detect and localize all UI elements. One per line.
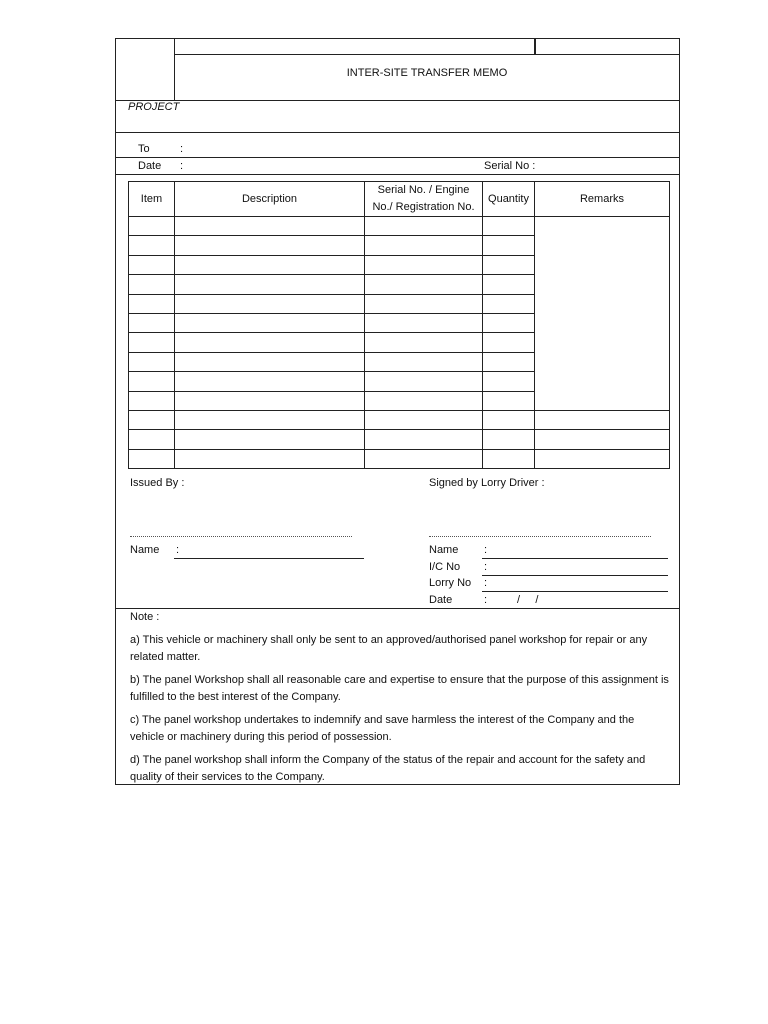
driver-name-colon: : [484, 544, 488, 556]
item-cell[interactable] [129, 313, 175, 332]
driver-name-label: Name [429, 544, 459, 556]
description-cell[interactable] [175, 255, 365, 274]
header-top-line [174, 54, 680, 55]
table-header-row [129, 182, 670, 217]
lorry-no-field[interactable] [482, 591, 668, 592]
description-cell[interactable] [175, 372, 365, 391]
table-row [129, 449, 670, 468]
remarks-merged-cell[interactable] [535, 217, 670, 411]
quantity-cell[interactable] [483, 391, 535, 410]
item-cell[interactable] [129, 255, 175, 274]
project-label: PROJECT [128, 101, 180, 113]
serial-cell[interactable] [365, 255, 483, 274]
serial-cell[interactable] [365, 410, 483, 429]
remarks-cell[interactable] [535, 430, 670, 449]
notes-heading: Note : [130, 611, 160, 623]
header-serial-line2: No./ Registration No. [372, 201, 475, 213]
quantity-cell[interactable] [483, 294, 535, 313]
item-cell[interactable] [129, 430, 175, 449]
item-cell[interactable] [129, 372, 175, 391]
serial-cell[interactable] [365, 391, 483, 410]
lorry-no-colon: : [484, 577, 488, 589]
item-cell[interactable] [129, 294, 175, 313]
serial-no-label: Serial No : [484, 160, 536, 172]
quantity-cell[interactable] [483, 217, 535, 236]
description-cell[interactable] [175, 430, 365, 449]
header-small-divider [534, 38, 536, 54]
items-table-body [129, 217, 670, 469]
description-cell[interactable] [175, 352, 365, 371]
driver-ic-colon: : [484, 561, 488, 573]
description-cell[interactable] [175, 391, 365, 410]
note-c: c) The panel workshop undertakes to indemnify and save harmless the interest of the Company and the vehicle or machinery during this period of possession. [130, 714, 635, 743]
quantity-cell[interactable] [483, 410, 535, 429]
description-cell[interactable] [175, 333, 365, 352]
quantity-cell[interactable] [483, 313, 535, 332]
serial-cell[interactable] [365, 217, 483, 236]
item-cell[interactable] [129, 275, 175, 294]
header-item: Item [129, 182, 175, 217]
serial-cell[interactable] [365, 236, 483, 255]
item-cell[interactable] [129, 449, 175, 468]
note-b: b) The panel Workshop shall all reasonable care and expertise to ensure that the purpose of this assignment is fulfilled to the best interest of the Company. [130, 674, 669, 703]
quantity-cell[interactable] [483, 430, 535, 449]
serial-cell[interactable] [365, 294, 483, 313]
date-label: Date [138, 160, 162, 172]
table-row [129, 217, 670, 236]
issuer-name-colon: : [176, 544, 180, 556]
quantity-cell[interactable] [483, 372, 535, 391]
note-a: a) This vehicle or machinery shall only be sent to an approved/authorised panel workshop for repair or any related matter. [130, 634, 648, 663]
driver-date-field[interactable]: / / [517, 594, 539, 606]
description-cell[interactable] [175, 217, 365, 236]
item-cell[interactable] [129, 217, 175, 236]
serial-cell[interactable] [365, 275, 483, 294]
issuer-name-field[interactable] [174, 558, 364, 559]
issuer-name-label: Name [130, 544, 160, 556]
to-colon: : [180, 143, 184, 155]
project-bottom-line [115, 132, 680, 133]
to-label: To [138, 143, 150, 155]
driver-date-label: Date [429, 594, 453, 606]
driver-name-field[interactable] [482, 558, 668, 559]
description-cell[interactable] [175, 294, 365, 313]
header-remarks: Remarks [535, 182, 670, 217]
item-cell[interactable] [129, 333, 175, 352]
item-cell[interactable] [129, 352, 175, 371]
driver-signature-line[interactable] [429, 536, 651, 537]
description-cell[interactable] [175, 236, 365, 255]
serial-cell[interactable] [365, 352, 483, 371]
header-bottom-line [115, 100, 680, 101]
item-cell[interactable] [129, 410, 175, 429]
quantity-cell[interactable] [483, 333, 535, 352]
items-table [128, 181, 670, 469]
description-cell[interactable] [175, 275, 365, 294]
description-cell[interactable] [175, 449, 365, 468]
remarks-cell[interactable] [535, 449, 670, 468]
date-bottom-line [115, 174, 680, 175]
to-bottom-line [115, 157, 680, 158]
lorry-no-label: Lorry No [429, 577, 472, 589]
serial-cell[interactable] [365, 333, 483, 352]
item-cell[interactable] [129, 236, 175, 255]
issued-by-label: Issued By : [130, 477, 185, 489]
form-title: INTER-SITE TRANSFER MEMO [346, 67, 508, 79]
header-description: Description [175, 182, 365, 217]
table-row [129, 410, 670, 429]
driver-date-colon: : [484, 594, 488, 606]
driver-ic-label: I/C No [429, 561, 461, 573]
signed-by-label: Signed by Lorry Driver : [429, 477, 545, 489]
quantity-cell[interactable] [483, 352, 535, 371]
issuer-signature-line[interactable] [130, 536, 352, 537]
description-cell[interactable] [175, 410, 365, 429]
description-cell[interactable] [175, 313, 365, 332]
serial-cell[interactable] [365, 430, 483, 449]
serial-cell[interactable] [365, 313, 483, 332]
quantity-cell[interactable] [483, 449, 535, 468]
notes-top-line [115, 608, 680, 609]
note-d: d) The panel workshop shall inform the Company of the status of the repair and account for the safety and quality of their services to the Company. [130, 754, 646, 783]
quantity-cell[interactable] [483, 236, 535, 255]
header-quantity: Quantity [483, 182, 535, 217]
header-serial-line1: Serial No. / Engine [377, 184, 470, 196]
quantity-cell[interactable] [483, 275, 535, 294]
date-colon: : [180, 160, 184, 172]
quantity-cell[interactable] [483, 255, 535, 274]
header-serial-no [365, 182, 483, 217]
serial-cell[interactable] [365, 372, 483, 391]
driver-ic-field[interactable] [482, 575, 668, 576]
item-cell[interactable] [129, 391, 175, 410]
serial-cell[interactable] [365, 449, 483, 468]
remarks-cell[interactable] [535, 410, 670, 429]
table-row [129, 430, 670, 449]
